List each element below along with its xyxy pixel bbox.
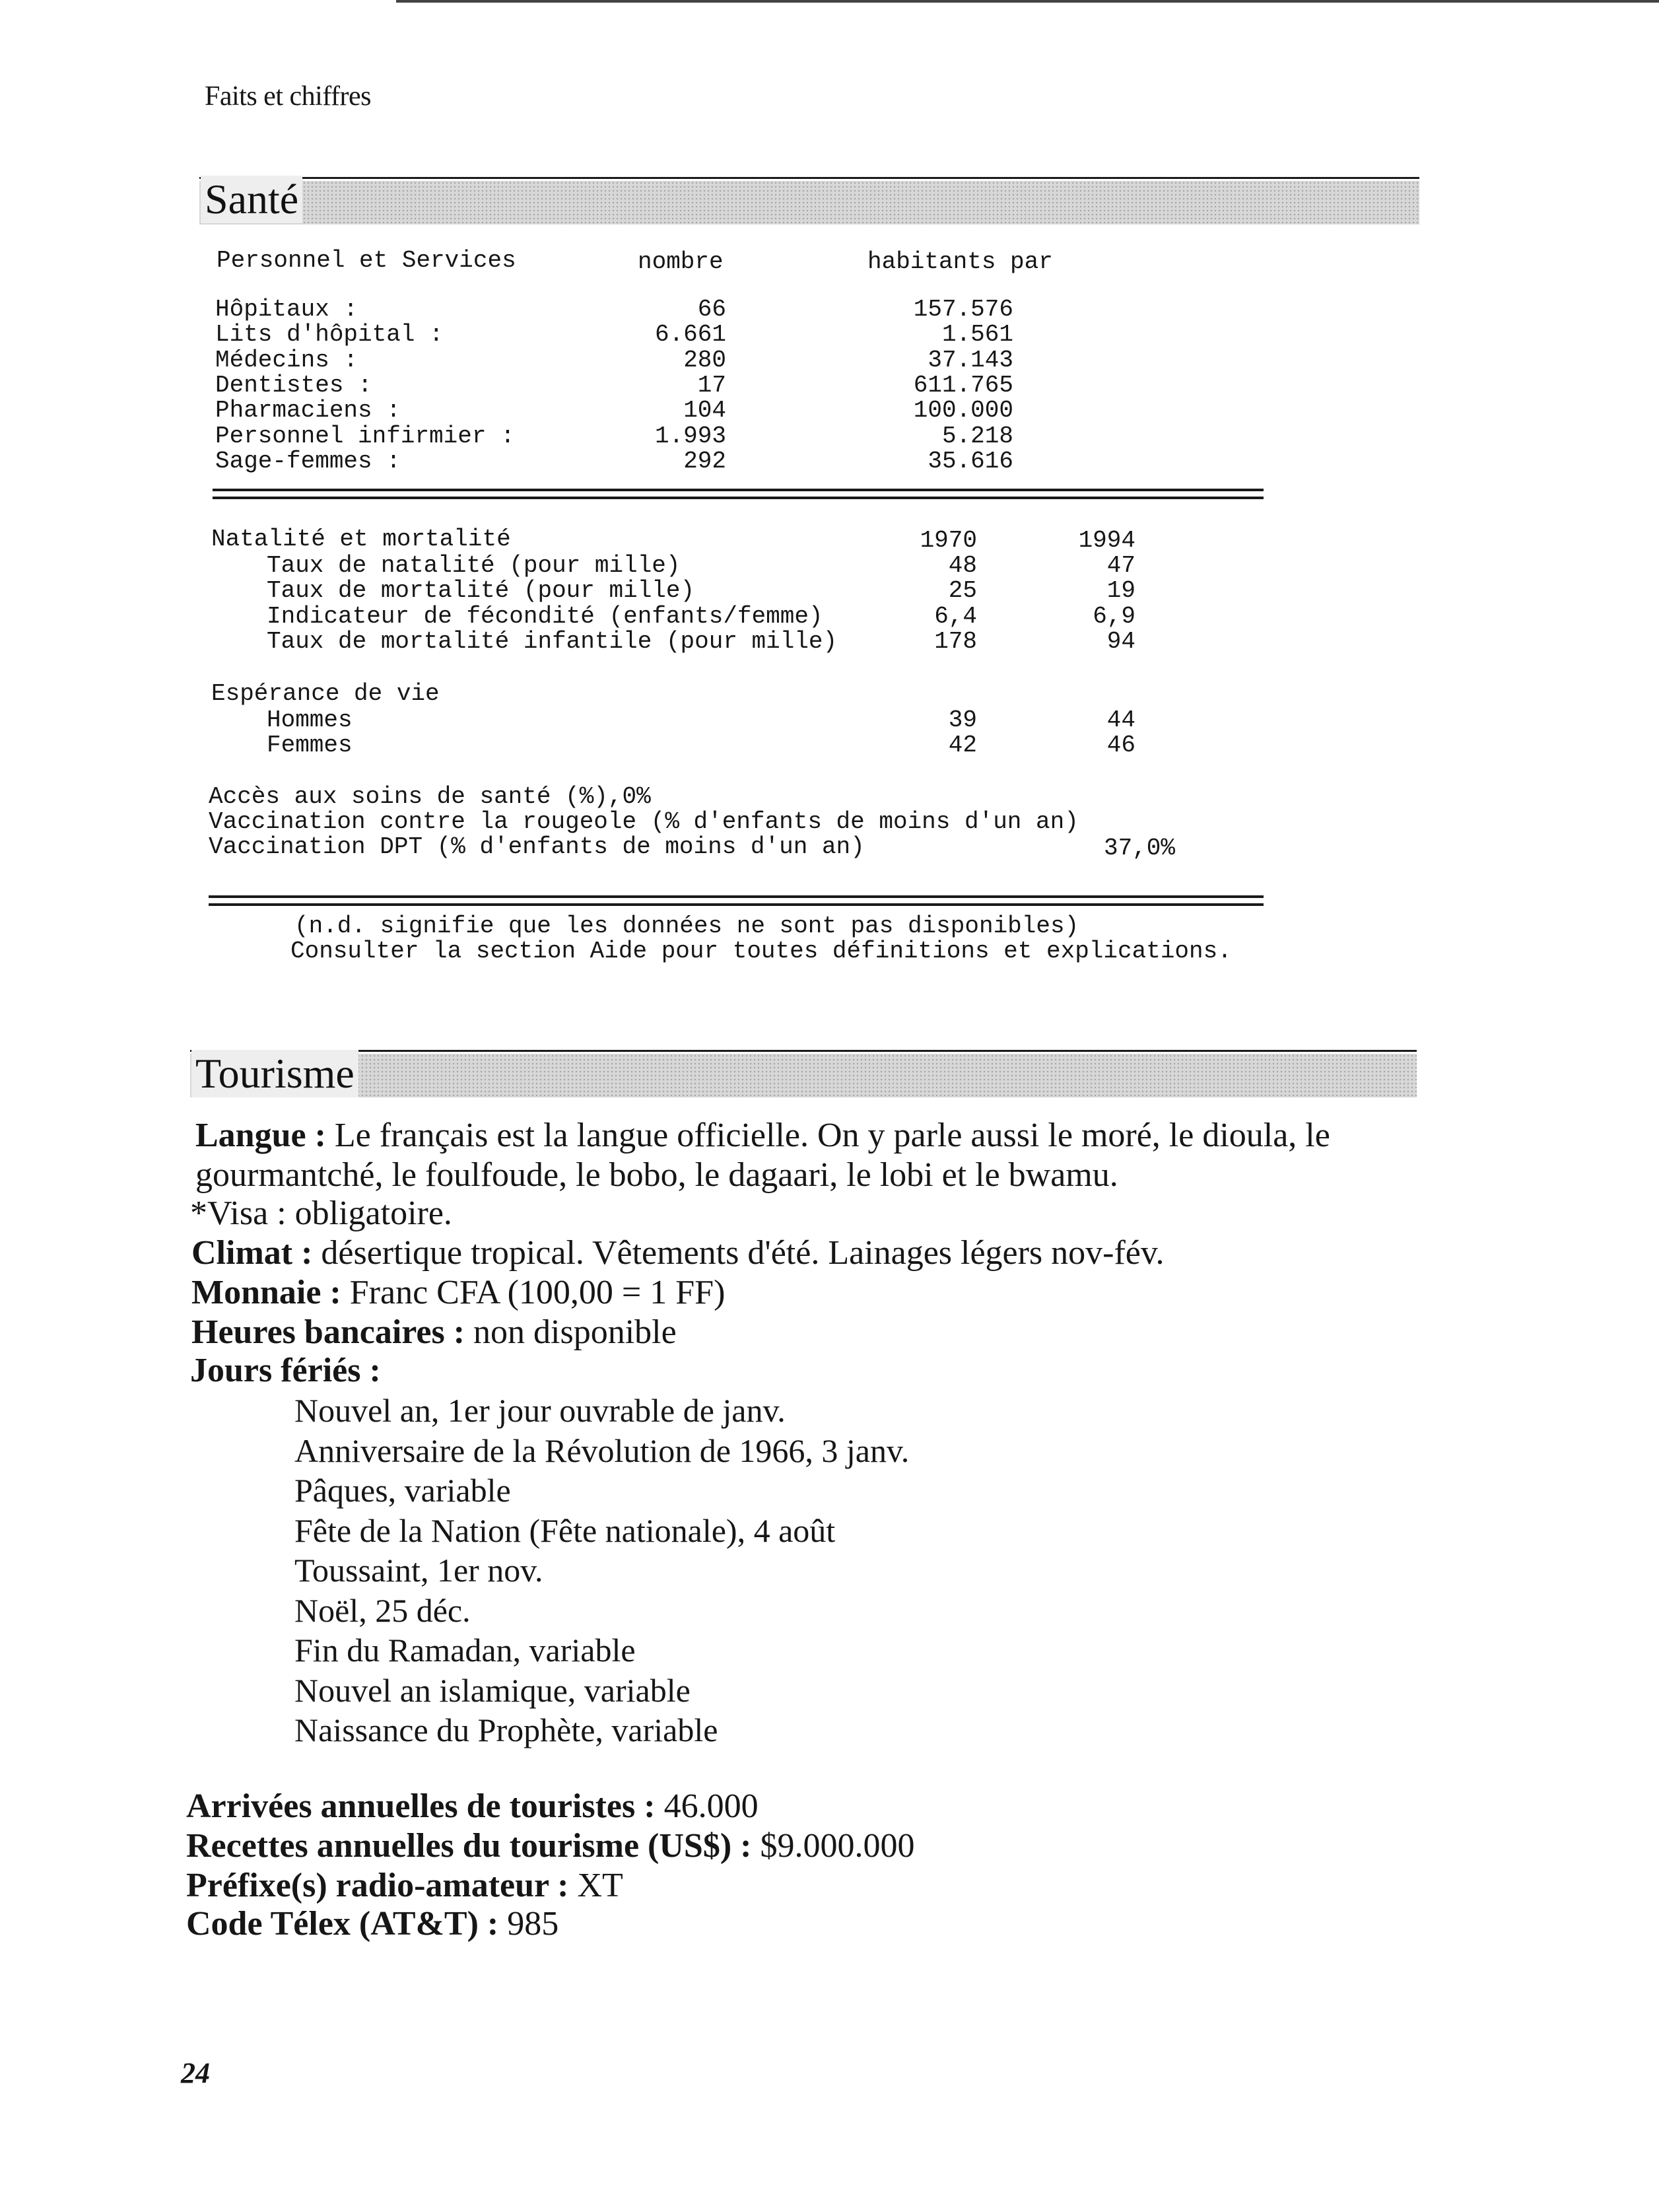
vaccination-dpt-label: Vaccination DPT (% d'enfants de moins d'un an) — [209, 833, 865, 860]
row-nombre: 104 — [683, 397, 726, 425]
tourisme-title-bar — [190, 1054, 1417, 1097]
climat-label: Climat : — [191, 1234, 313, 1272]
list-item: Toussaint, 1er nov. — [294, 1552, 543, 1589]
langue-text-1: Le français est la langue officielle. On y parle aussi le moré, le dioula, le — [325, 1117, 1330, 1154]
monnaie-value: Franc CFA (100,00 = 1 FF) — [341, 1274, 726, 1311]
row-value-1970: 42 — [948, 732, 977, 759]
note-aide: Consulter la section Aide pour toutes définitions et explications. — [290, 938, 1232, 965]
heures-label: Heures bancaires : — [191, 1313, 465, 1351]
sante-bottom-double-rule — [209, 895, 1264, 906]
langue-line-1 — [195, 1116, 1330, 1156]
recettes-value: $9.000.000 — [751, 1827, 915, 1865]
monnaie-line — [191, 1273, 725, 1313]
prefixe-label: Préfixe(s) radio-amateur : — [186, 1867, 569, 1904]
row-label: Lits d'hôpital : — [215, 321, 444, 349]
col-header-nombre: nombre — [638, 248, 724, 275]
langue-label: Langue : — [195, 1117, 326, 1154]
list-item: Noël, 25 déc. — [294, 1591, 471, 1629]
row-nombre: 1.993 — [654, 422, 726, 450]
row-value-1994: 94 — [1106, 627, 1135, 655]
row-value-1970: 25 — [948, 577, 977, 605]
row-label: Médecins : — [215, 346, 358, 374]
langue-line-2: gourmantché, le foulfoude, le bobo, le dagaari, le lobi et le bwamu. — [195, 1156, 1118, 1194]
row-habitants: 37.143 — [928, 346, 1013, 374]
row-label: Dentistes : — [215, 371, 372, 399]
list-item: Fin du Ramadan, variable — [294, 1632, 636, 1669]
row-nombre: 292 — [683, 447, 726, 475]
list-item: Naissance du Prophète, variable — [294, 1711, 718, 1748]
row-label: Taux de mortalité infantile (pour mille) — [267, 627, 838, 655]
sante-section-title: Santé — [201, 176, 302, 223]
page-number: 24 — [181, 2057, 210, 2089]
row-habitants: 1.561 — [941, 321, 1013, 349]
prefixe-value: XT — [568, 1867, 623, 1904]
row-label: Taux de mortalité (pour mille) — [267, 577, 695, 605]
row-label: Sage-femmes : — [215, 447, 401, 475]
arrivees-line — [186, 1787, 759, 1826]
visa-value: obligatoire. — [286, 1194, 452, 1232]
climat-line — [191, 1233, 1165, 1273]
vaccination-rougeole-line: Vaccination contre la rougeole (% d'enfants de moins d'un an) — [209, 808, 1079, 835]
arrivees-value: 46.000 — [655, 1787, 759, 1825]
heures-value: non disponible — [465, 1313, 677, 1351]
recettes-label: Recettes annuelles du tourisme (US$) : — [186, 1827, 752, 1865]
row-label: Hommes — [267, 707, 353, 734]
row-habitants: 5.218 — [941, 422, 1013, 450]
row-value-1994: 19 — [1106, 577, 1135, 605]
running-header: Faits et chiffres — [205, 81, 371, 112]
list-item: Fête de la Nation (Fête nationale), 4 août — [294, 1511, 836, 1549]
visa-label: *Visa : — [190, 1194, 287, 1232]
row-value-1970: 48 — [948, 552, 977, 579]
row-value-1994: 44 — [1106, 707, 1135, 734]
row-value-1970: 39 — [948, 707, 977, 734]
row-label: Indicateur de fécondité (enfants/femme) — [267, 602, 823, 630]
row-value-1970: 178 — [934, 627, 977, 655]
top-border-line — [396, 0, 1659, 3]
row-habitants: 100.000 — [913, 397, 1013, 425]
col-header-personnel: Personnel et Services — [217, 247, 516, 274]
year-1994-header: 1994 — [1078, 527, 1135, 554]
row-nombre: 6.661 — [654, 321, 726, 349]
row-habitants: 157.576 — [913, 296, 1013, 323]
jours-feries-label: Jours fériés : — [190, 1352, 381, 1389]
acces-soins-line: Accès aux soins de santé (%),0% — [209, 783, 651, 810]
row-label: Taux de natalité (pour mille) — [267, 552, 681, 579]
list-item: Pâques, variable — [294, 1472, 511, 1509]
esperance-heading: Espérance de vie — [211, 680, 440, 707]
row-habitants: 611.765 — [913, 371, 1013, 399]
row-habitants: 35.616 — [928, 447, 1013, 475]
telex-label: Code Télex (AT&T) : — [186, 1905, 499, 1943]
row-value-1994: 46 — [1106, 732, 1135, 759]
row-nombre: 66 — [697, 296, 726, 323]
sante-top-rule — [199, 177, 1419, 179]
row-label: Femmes — [267, 732, 353, 759]
row-value-1994: 47 — [1106, 552, 1135, 579]
telex-value: 985 — [498, 1905, 559, 1943]
vaccination-dpt-value: 37,0% — [1103, 835, 1175, 862]
row-nombre: 17 — [697, 371, 726, 399]
row-label: Hôpitaux : — [215, 296, 358, 323]
list-item: Nouvel an islamique, variable — [294, 1671, 691, 1709]
visa-line — [190, 1194, 452, 1233]
jours-feries-heading — [190, 1351, 381, 1391]
col-header-habitants: habitants par — [867, 248, 1053, 275]
row-nombre: 280 — [683, 346, 726, 374]
row-value-1970: 6,4 — [934, 602, 977, 630]
row-label: Pharmaciens : — [215, 397, 401, 425]
tourisme-top-rule — [190, 1050, 1417, 1052]
heures-line — [191, 1313, 677, 1352]
natalite-heading: Natalité et mortalité — [211, 526, 511, 553]
row-label: Personnel infirmier : — [215, 422, 515, 450]
row-value-1994: 6,9 — [1093, 602, 1135, 630]
personnel-double-rule — [213, 489, 1264, 499]
year-1970-header: 1970 — [920, 527, 977, 554]
monnaie-label: Monnaie : — [191, 1274, 341, 1311]
list-item: Anniversaire de la Révolution de 1966, 3 janv. — [294, 1432, 910, 1469]
list-item: Nouvel an, 1er jour ouvrable de janv. — [294, 1392, 786, 1429]
tourisme-section-title: Tourisme — [191, 1050, 358, 1097]
arrivees-label: Arrivées annuelles de touristes : — [186, 1787, 656, 1825]
recettes-line — [186, 1826, 914, 1866]
prefixe-line — [186, 1866, 623, 1906]
sante-title-bar — [199, 181, 1419, 225]
note-nd: (n.d. signifie que les données ne sont pas disponibles) — [294, 913, 1079, 940]
telex-line — [186, 1904, 559, 1944]
climat-value: désertique tropical. Vêtements d'été. Lainages légers nov-fév. — [312, 1234, 1165, 1272]
